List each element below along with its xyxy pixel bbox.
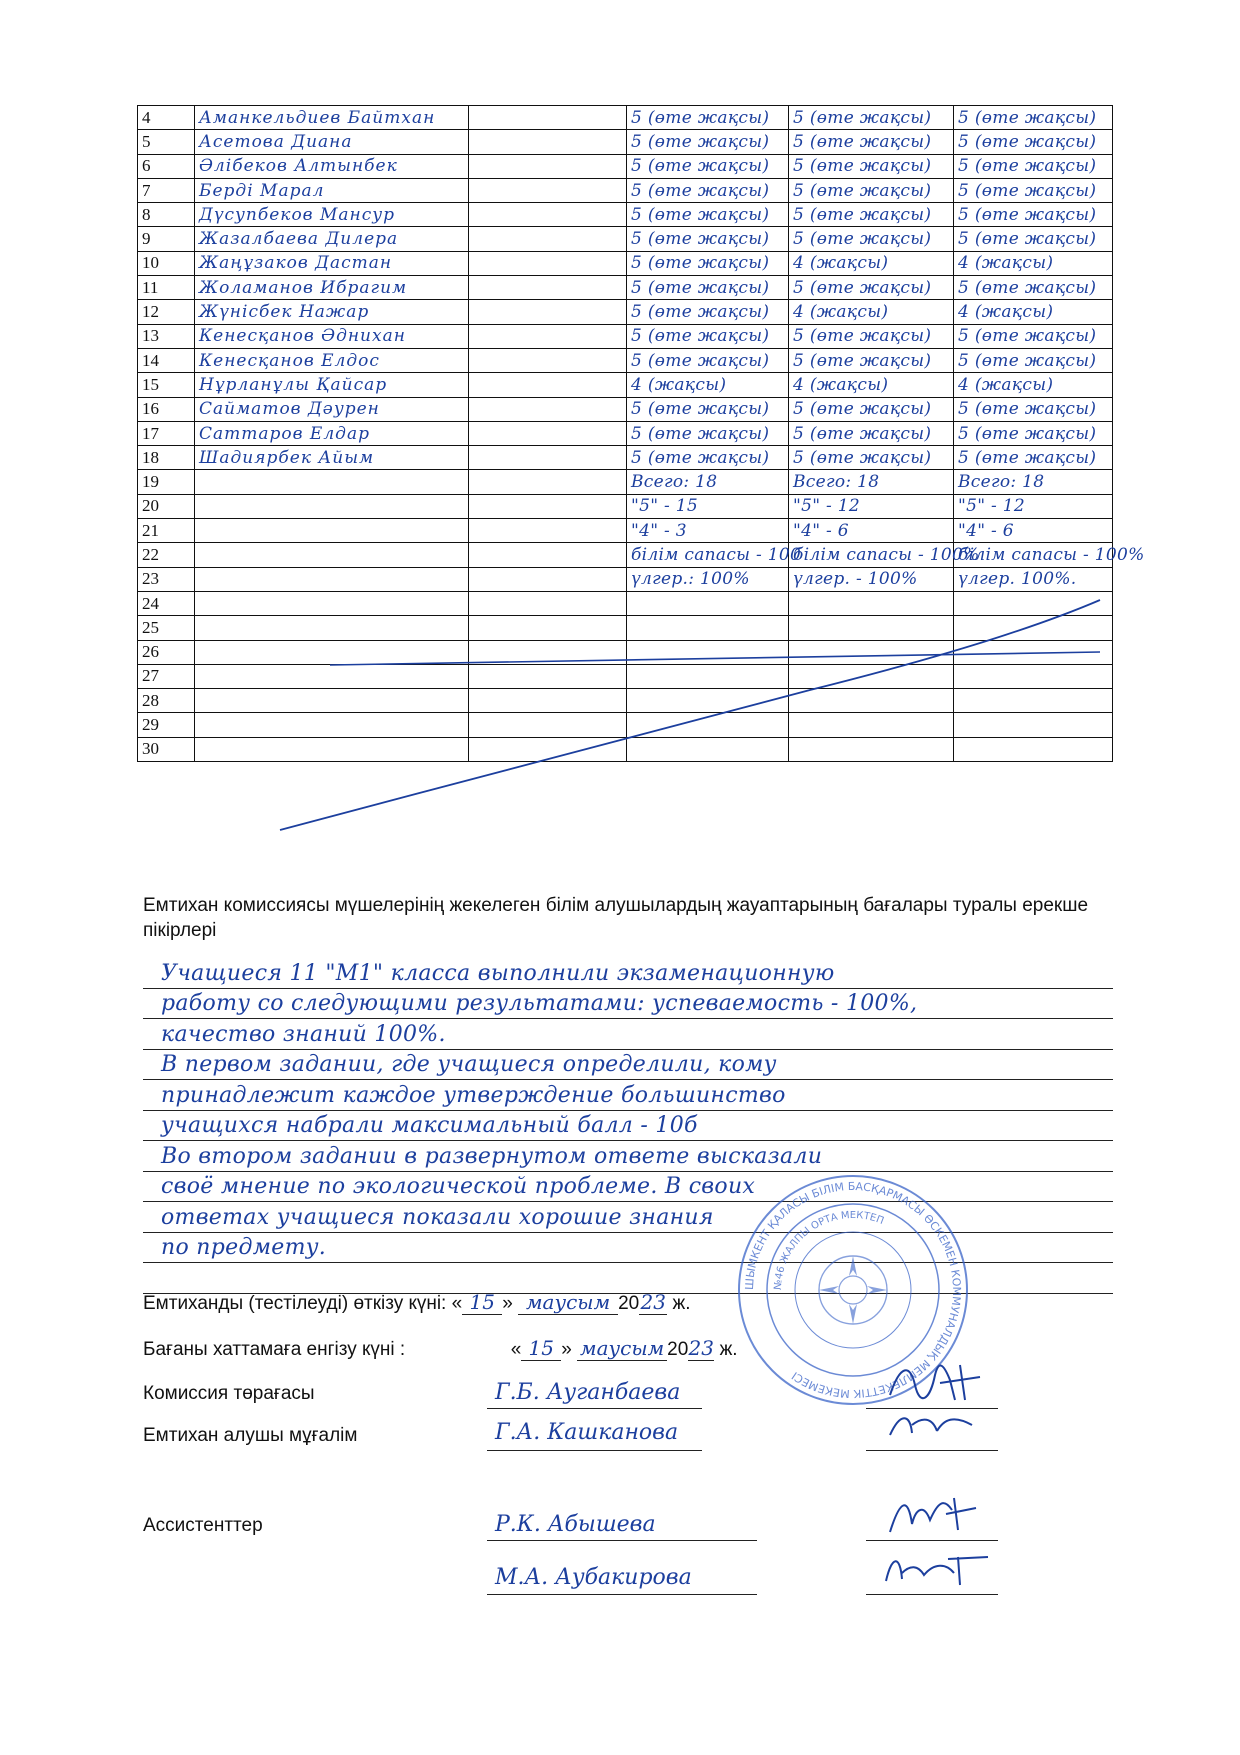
grade-2: 5 (өте жақсы) bbox=[789, 130, 954, 154]
table-row bbox=[138, 130, 1113, 154]
row-number: 6 bbox=[138, 154, 195, 178]
grade-1: 5 (өте жақсы) bbox=[627, 130, 789, 154]
grade-2: білім сапасы - 100% bbox=[789, 543, 954, 567]
chair-label: Комиссия төрағасы bbox=[143, 1383, 315, 1404]
empty-cell bbox=[469, 519, 627, 543]
empty-cell bbox=[469, 178, 627, 202]
grade-2 bbox=[789, 591, 954, 615]
grade-2: 4 (жақсы) bbox=[789, 373, 954, 397]
grade-2 bbox=[789, 616, 954, 640]
chair-name: Г.Б. Ауганбаева bbox=[495, 1380, 681, 1405]
grade-2: үлгер. - 100% bbox=[789, 567, 954, 591]
grade-2: 5 (өте жақсы) bbox=[789, 106, 954, 130]
grade-1 bbox=[627, 616, 789, 640]
grade-1: 5 (өте жақсы) bbox=[627, 348, 789, 372]
student-name: Жоламанов Ибрагим bbox=[195, 276, 469, 300]
empty-cell bbox=[469, 446, 627, 470]
grade-2: 5 (өте жақсы) bbox=[789, 348, 954, 372]
teacher-signature bbox=[882, 1405, 982, 1445]
grade-2 bbox=[789, 640, 954, 664]
entry-date-year: 23 bbox=[688, 1336, 714, 1360]
empty-cell bbox=[469, 276, 627, 300]
grade-3: "5" - 12 bbox=[954, 494, 1113, 518]
table-row bbox=[138, 737, 1113, 761]
grade-1: Всего: 18 bbox=[627, 470, 789, 494]
grade-2 bbox=[789, 664, 954, 688]
empty-cell bbox=[469, 300, 627, 324]
student-name: Жаңұзаков Дастан bbox=[195, 251, 469, 275]
row-number: 27 bbox=[138, 664, 195, 688]
grade-3: 5 (өте жақсы) bbox=[954, 276, 1113, 300]
remark-line bbox=[143, 1050, 1113, 1081]
row-number: 18 bbox=[138, 446, 195, 470]
row-number: 13 bbox=[138, 324, 195, 348]
grade-3: 5 (өте жақсы) bbox=[954, 106, 1113, 130]
assistant2-signature bbox=[878, 1545, 993, 1590]
stamp-outer-text: ШЫМКЕНТ ҚАЛАСЫ БІЛІМ БАСҚАРМАСЫ ӨСКЕМЕН КОММУНАЛДЫҚ МЕМЛЕКЕТТІК МЕКЕМЕСІ bbox=[742, 1179, 964, 1401]
exam-date-day: 15 bbox=[462, 1290, 502, 1315]
grade-1: білім сапасы - 100 bbox=[627, 543, 789, 567]
student-name bbox=[195, 616, 469, 640]
remark-line bbox=[143, 1019, 1113, 1050]
grade-1: 5 (өте жақсы) bbox=[627, 446, 789, 470]
table-row bbox=[138, 227, 1113, 251]
remark-line bbox=[143, 989, 1113, 1020]
empty-cell bbox=[469, 106, 627, 130]
table-row bbox=[138, 421, 1113, 445]
grade-2: "5" - 12 bbox=[789, 494, 954, 518]
entry-date-year-unit: ж. bbox=[719, 1339, 738, 1360]
table-row bbox=[138, 324, 1113, 348]
student-name bbox=[195, 664, 469, 688]
grade-2: 5 (өте жақсы) bbox=[789, 446, 954, 470]
stamp-inner-text: №46 ЖАЛПЫ ОРТА МЕКТЕП bbox=[772, 1209, 886, 1291]
remarks-heading: Емтихан комиссиясы мүшелерінің жекелеген білім алушылардың жауаптарының бағалары туралы ерекше пікірлері bbox=[143, 895, 1089, 941]
row-number: 4 bbox=[138, 106, 195, 130]
empty-cell bbox=[469, 203, 627, 227]
grade-1: 5 (өте жақсы) bbox=[627, 324, 789, 348]
grade-2: 5 (өте жақсы) bbox=[789, 324, 954, 348]
grade-1 bbox=[627, 640, 789, 664]
row-number: 19 bbox=[138, 470, 195, 494]
table-row bbox=[138, 106, 1113, 130]
remark-text: учащихся набрали максимальный балл - 10б bbox=[161, 1113, 698, 1138]
grade-3: 5 (өте жақсы) bbox=[954, 446, 1113, 470]
row-number: 11 bbox=[138, 276, 195, 300]
row-number: 8 bbox=[138, 203, 195, 227]
row-number: 10 bbox=[138, 251, 195, 275]
assistants-label: Ассистенттер bbox=[143, 1515, 263, 1536]
grade-3 bbox=[954, 616, 1113, 640]
student-name: Сайматов Дәурен bbox=[195, 397, 469, 421]
grade-1 bbox=[627, 713, 789, 737]
table-row bbox=[138, 178, 1113, 202]
grade-3: 5 (өте жақсы) bbox=[954, 130, 1113, 154]
table-row bbox=[138, 154, 1113, 178]
entry-date-year-prefix: 20 bbox=[667, 1339, 689, 1360]
row-number: 12 bbox=[138, 300, 195, 324]
table-row bbox=[138, 203, 1113, 227]
entry-date-day: 15 bbox=[521, 1336, 561, 1361]
row-number: 16 bbox=[138, 397, 195, 421]
grade-1: 5 (өте жақсы) bbox=[627, 227, 789, 251]
grade-2: 4 (жақсы) bbox=[789, 300, 954, 324]
exam-date-month: маусым bbox=[518, 1290, 618, 1315]
empty-cell bbox=[469, 470, 627, 494]
remark-line bbox=[143, 1111, 1113, 1142]
grade-3 bbox=[954, 713, 1113, 737]
row-number: 17 bbox=[138, 421, 195, 445]
empty-cell bbox=[469, 227, 627, 251]
remark-text: Учащиеся 11 "М1" класса выполнили экзаменационную bbox=[161, 960, 835, 986]
grade-1 bbox=[627, 664, 789, 688]
row-number: 29 bbox=[138, 713, 195, 737]
empty-cell bbox=[469, 567, 627, 591]
grade-2: 5 (өте жақсы) bbox=[789, 178, 954, 202]
empty-cell bbox=[469, 348, 627, 372]
grade-3: "4" - 6 bbox=[954, 519, 1113, 543]
grade-1: "5" - 15 bbox=[627, 494, 789, 518]
grade-3: 4 (жақсы) bbox=[954, 251, 1113, 275]
grade-2: 5 (өте жақсы) bbox=[789, 397, 954, 421]
grade-3 bbox=[954, 689, 1113, 713]
remark-text: Во втором задании в развернутом ответе высказали bbox=[161, 1143, 823, 1169]
table-row bbox=[138, 276, 1113, 300]
exam-date-year: 23 bbox=[640, 1290, 666, 1314]
exam-date-year-unit: ж. bbox=[672, 1293, 691, 1314]
grade-1: "4" - 3 bbox=[627, 519, 789, 543]
emblem-icon bbox=[819, 1256, 887, 1324]
grade-3: Всего: 18 bbox=[954, 470, 1113, 494]
table-row bbox=[138, 251, 1113, 275]
table-row bbox=[138, 397, 1113, 421]
grade-3: 5 (өте жақсы) bbox=[954, 203, 1113, 227]
table-row bbox=[138, 494, 1113, 518]
empty-cell bbox=[469, 713, 627, 737]
grade-1: үлгер.: 100% bbox=[627, 567, 789, 591]
grade-1: 5 (өте жақсы) bbox=[627, 203, 789, 227]
grades-table-body bbox=[138, 106, 1145, 762]
entry-date-label: Бағаны хаттамаға енгізу күні : bbox=[143, 1339, 406, 1360]
student-name: Дүсупбеков Мансур bbox=[195, 203, 469, 227]
grade-3: үлгер. 100%. bbox=[954, 567, 1113, 591]
grade-1: 5 (өте жақсы) bbox=[627, 397, 789, 421]
row-number: 22 bbox=[138, 543, 195, 567]
grade-2: 5 (өте жақсы) bbox=[789, 203, 954, 227]
row-number: 5 bbox=[138, 130, 195, 154]
empty-cell bbox=[469, 737, 627, 761]
grade-3: 5 (өте жақсы) bbox=[954, 154, 1113, 178]
student-name: Кенесқанов Әднихан bbox=[195, 324, 469, 348]
student-name bbox=[195, 689, 469, 713]
empty-cell bbox=[469, 616, 627, 640]
student-name: Жүнісбек Нажар bbox=[195, 300, 469, 324]
student-name: Асетова Диана bbox=[195, 130, 469, 154]
entry-date-row: Бағаны хаттамаға енгізу күні : « 15 » маусым 2023 ж. bbox=[143, 1336, 738, 1360]
grade-2: 4 (жақсы) bbox=[789, 251, 954, 275]
teacher-label: Емтихан алушы мұғалім bbox=[143, 1425, 358, 1446]
row-number: 23 bbox=[138, 567, 195, 591]
grade-2 bbox=[789, 737, 954, 761]
grade-1: 5 (өте жақсы) bbox=[627, 106, 789, 130]
student-name: Кенесқанов Елдос bbox=[195, 348, 469, 372]
empty-cell bbox=[469, 421, 627, 445]
grade-2 bbox=[789, 689, 954, 713]
student-name bbox=[195, 591, 469, 615]
row-number: 7 bbox=[138, 178, 195, 202]
grade-3: 5 (өте жақсы) bbox=[954, 324, 1113, 348]
empty-cell bbox=[469, 591, 627, 615]
table-row bbox=[138, 300, 1113, 324]
table-row bbox=[138, 616, 1113, 640]
grade-2: 5 (өте жақсы) bbox=[789, 154, 954, 178]
remark-text: по предмету. bbox=[161, 1235, 327, 1260]
row-number: 14 bbox=[138, 348, 195, 372]
row-number: 21 bbox=[138, 519, 195, 543]
student-name: Аманкельдиев Байтхан bbox=[195, 106, 469, 130]
empty-cell bbox=[469, 664, 627, 688]
student-name: Берді Марал bbox=[195, 178, 469, 202]
assistant2-name: М.А. Аубакирова bbox=[495, 1565, 692, 1590]
grade-1 bbox=[627, 689, 789, 713]
student-name bbox=[195, 713, 469, 737]
grade-1: 5 (өте жақсы) bbox=[627, 300, 789, 324]
grade-3: 5 (өте жақсы) bbox=[954, 348, 1113, 372]
grade-1 bbox=[627, 737, 789, 761]
grade-1: 5 (өте жақсы) bbox=[627, 154, 789, 178]
grade-2: 5 (өте жақсы) bbox=[789, 227, 954, 251]
remark-text: работу со следующими результатами: успеваемость - 100%, bbox=[161, 991, 918, 1016]
teacher-name: Г.А. Кашканова bbox=[495, 1420, 679, 1445]
row-number: 25 bbox=[138, 616, 195, 640]
table-row bbox=[138, 713, 1113, 737]
grade-2: Всего: 18 bbox=[789, 470, 954, 494]
empty-cell bbox=[469, 640, 627, 664]
grade-3: білім сапасы - 100% bbox=[954, 543, 1113, 567]
remark-line bbox=[143, 958, 1113, 989]
table-row bbox=[138, 519, 1113, 543]
remark-text: принадлежит каждое утверждение большинство bbox=[161, 1082, 786, 1108]
student-name: Жазалбаева Дилера bbox=[195, 227, 469, 251]
table-row bbox=[138, 348, 1113, 372]
grade-3 bbox=[954, 737, 1113, 761]
remark-text: ответах учащиеся показали хорошие знания bbox=[161, 1204, 714, 1230]
empty-cell bbox=[469, 373, 627, 397]
grade-1: 5 (өте жақсы) bbox=[627, 178, 789, 202]
student-name bbox=[195, 567, 469, 591]
grade-1: 5 (өте жақсы) bbox=[627, 421, 789, 445]
row-number: 26 bbox=[138, 640, 195, 664]
row-number: 28 bbox=[138, 689, 195, 713]
student-name: Саттаров Елдар bbox=[195, 421, 469, 445]
table-row bbox=[138, 591, 1113, 615]
row-number: 20 bbox=[138, 494, 195, 518]
chair-signature bbox=[880, 1355, 990, 1410]
remark-text: своё мнение по экологической проблеме. В своих bbox=[161, 1174, 756, 1199]
grade-3: 4 (жақсы) bbox=[954, 300, 1113, 324]
empty-cell bbox=[469, 251, 627, 275]
student-name: Әлібеков Алтынбек bbox=[195, 154, 469, 178]
exam-date-row: Емтиханды (тестілеуді) өткізу күні: « 15 » маусым 2023 ж. bbox=[143, 1290, 691, 1314]
grades-table bbox=[137, 105, 1145, 762]
grade-1 bbox=[627, 591, 789, 615]
grade-3 bbox=[954, 640, 1113, 664]
grade-3: 5 (өте жақсы) bbox=[954, 421, 1113, 445]
grade-3: 5 (өте жақсы) bbox=[954, 227, 1113, 251]
empty-cell bbox=[469, 494, 627, 518]
table-row bbox=[138, 446, 1113, 470]
assistant1-name: Р.К. Абышева bbox=[495, 1512, 656, 1537]
empty-cell bbox=[469, 689, 627, 713]
empty-cell bbox=[469, 154, 627, 178]
student-name bbox=[195, 519, 469, 543]
grade-3: 5 (өте жақсы) bbox=[954, 397, 1113, 421]
student-name bbox=[195, 470, 469, 494]
remark-text: В первом задании, где учащиеся определили, кому bbox=[161, 1052, 777, 1077]
empty-cell bbox=[469, 324, 627, 348]
remark-text: качество знаний 100%. bbox=[161, 1021, 446, 1047]
grade-1: 5 (өте жақсы) bbox=[627, 276, 789, 300]
student-name bbox=[195, 640, 469, 664]
grade-2 bbox=[789, 713, 954, 737]
grade-3 bbox=[954, 664, 1113, 688]
table-row bbox=[138, 689, 1113, 713]
student-name bbox=[195, 737, 469, 761]
remark-line bbox=[143, 1080, 1113, 1111]
exam-date-year-prefix: 20 bbox=[618, 1293, 640, 1314]
grade-3: 5 (өте жақсы) bbox=[954, 178, 1113, 202]
row-number: 30 bbox=[138, 737, 195, 761]
table-row bbox=[138, 543, 1113, 567]
table-row bbox=[138, 470, 1113, 494]
grade-3: 4 (жақсы) bbox=[954, 373, 1113, 397]
grade-1: 4 (жақсы) bbox=[627, 373, 789, 397]
remark-line bbox=[143, 1141, 1113, 1172]
student-name bbox=[195, 543, 469, 567]
student-name bbox=[195, 494, 469, 518]
grade-2: 5 (өте жақсы) bbox=[789, 421, 954, 445]
grade-2: 5 (өте жақсы) bbox=[789, 276, 954, 300]
row-number: 15 bbox=[138, 373, 195, 397]
empty-cell bbox=[469, 397, 627, 421]
grade-2: "4" - 6 bbox=[789, 519, 954, 543]
empty-cell bbox=[469, 543, 627, 567]
student-name: Нұрланұлы Қайсар bbox=[195, 373, 469, 397]
grade-1: 5 (өте жақсы) bbox=[627, 251, 789, 275]
student-name: Шадиярбек Айым bbox=[195, 446, 469, 470]
table-row bbox=[138, 567, 1113, 591]
table-row bbox=[138, 640, 1113, 664]
row-number: 24 bbox=[138, 591, 195, 615]
table-row bbox=[138, 373, 1113, 397]
row-number: 9 bbox=[138, 227, 195, 251]
exam-date-label: Емтиханды (тестілеуді) өткізу күні: bbox=[143, 1293, 447, 1314]
table-row bbox=[138, 664, 1113, 688]
grade-3 bbox=[954, 591, 1113, 615]
entry-date-month: маусым bbox=[577, 1336, 667, 1361]
empty-cell bbox=[469, 130, 627, 154]
assistant1-signature bbox=[880, 1490, 980, 1540]
